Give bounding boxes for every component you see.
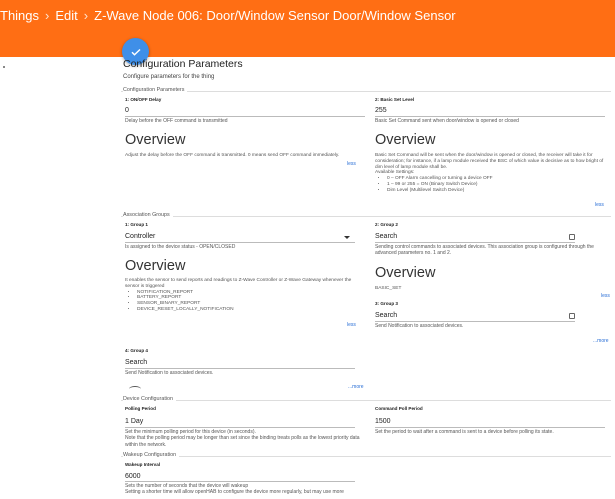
breadcrumb-separator: › [45, 8, 50, 23]
settings-list [387, 176, 605, 193]
param-card-on-off-delay [123, 95, 368, 207]
description-line: Sets the number of seconds that the device will wakeup [125, 483, 249, 489]
section-divider [121, 400, 611, 401]
group-label: 3: Group 3 [375, 301, 398, 306]
overview-paragraph: Basic Set Command will be sent when the door/window is opened or closed, the receiver will take it for consideration; for instance, if a lamp module received the BSC of which value is decisive as to how bright of dim level of lamp module shall be. [375, 153, 604, 170]
input-underline [125, 116, 365, 117]
list-item: • Dim Level (Multilevel Switch Device) [387, 188, 605, 194]
group-description: Sending control commands to associated devices. This association group is configured through the advanced parameters no. 1 and 2. [375, 244, 594, 257]
field-description [125, 483, 370, 496]
group-label: 2: Group 2 [375, 222, 398, 227]
input-underline [375, 321, 575, 322]
group-description: Send Notification to associated devices. [375, 323, 464, 329]
field-description: Set the period to wait after a command is sent to a device before polling its state. [375, 429, 554, 435]
overview-text: Adjust the delay before the OFF command is transmitted. 0 means send OFF command immediately. [125, 153, 340, 158]
overview-heading: Overview [125, 132, 186, 148]
command-poll-period-card [373, 404, 608, 444]
input-underline [125, 368, 355, 369]
loading-spinner-icon [129, 386, 141, 392]
on-off-delay-input[interactable]: 0 [125, 107, 129, 114]
group-card-4 [123, 347, 368, 392]
section-divider [121, 91, 611, 92]
section-title-association: Association Groups [123, 212, 173, 218]
more-link[interactable]: ...more [348, 384, 364, 390]
group-4-search-input[interactable]: Search [125, 359, 148, 366]
breadcrumb [0, 8, 456, 23]
sidebar-marker [3, 66, 5, 68]
input-underline [125, 242, 355, 243]
input-underline [375, 116, 605, 117]
breadcrumb-things[interactable]: Things [0, 8, 40, 23]
list-icon[interactable] [569, 234, 575, 240]
list-item: • BATTERY_REPORT [137, 295, 365, 301]
field-description [125, 429, 365, 448]
group-3-search-input[interactable]: Search [375, 312, 398, 319]
param-card-basic-set-level [373, 95, 608, 210]
param-description: Basic Set Command sent when door/window is opened or closed [375, 118, 519, 124]
group-card-3 [373, 300, 613, 345]
overview-heading: Overview [375, 265, 436, 281]
polling-period-input[interactable]: 1 Day [125, 418, 144, 425]
list-item: • NOTIFICATION_REPORT [137, 290, 365, 296]
page-subtitle: Configure parameters for the thing [123, 74, 215, 80]
section-divider [121, 216, 611, 217]
wakeup-interval-input[interactable]: 6000 [125, 473, 141, 480]
more-link[interactable]: ...more [593, 338, 609, 344]
input-underline [125, 481, 355, 482]
group-card-1 [123, 220, 368, 335]
page-title: Configuration Parameters [123, 58, 243, 70]
list-item: • 0 – OFF Alarm cancelling or turning a device OFF [387, 176, 605, 182]
polling-period-card [123, 404, 368, 448]
overview-text [375, 153, 605, 194]
section-title-wakeup: Wakeup Configuration [123, 452, 179, 458]
report-list [137, 290, 365, 313]
basic-set-level-input[interactable]: 255 [375, 107, 387, 114]
field-label: Wakeup Interval [125, 462, 161, 467]
less-link[interactable]: less [595, 202, 604, 208]
list-item: • DEVICE_RESET_LOCALLY_NOTIFICATION [137, 307, 365, 313]
group-description: Send Notification to associated devices. [125, 370, 214, 376]
breadcrumb-separator: › [83, 8, 89, 23]
group-card-2 [373, 220, 608, 300]
section-title-config: Configuration Parameters [123, 87, 187, 93]
param-label: 2: Basic Set Level [375, 97, 415, 102]
overview-paragraph: It enables the sensor to send reports and readings to Z-Wave Controller or Z-Wave Gateway whenever the sensor is triggered [125, 278, 352, 289]
field-label: Command Poll Period [375, 406, 423, 411]
description-line: Setting a shorter time will allow openHAB to configure the device more regularly, but may use more [125, 489, 344, 496]
param-description: Delay before the OFF command is transmitted [125, 118, 228, 124]
list-item: • 1 – 99 or 255 = ON (Binary Switch Device) [387, 182, 605, 188]
group-label: 4: Group 4 [125, 348, 148, 353]
input-underline [375, 427, 605, 428]
chevron-down-icon[interactable] [344, 236, 350, 239]
param-label: 1: ON/OFF Delay [125, 97, 162, 102]
section-divider [121, 456, 611, 457]
less-link[interactable]: less [601, 293, 610, 299]
list-icon[interactable] [569, 313, 575, 319]
breadcrumb-edit[interactable]: Edit [55, 8, 78, 23]
group-1-select[interactable]: Controller [125, 233, 156, 240]
overview-text: BASIC_SET [375, 286, 402, 291]
section-title-device: Device Configuration [123, 396, 176, 402]
settings-title: Available Settings: [375, 170, 415, 176]
group-label: 1: Group 1 [125, 222, 148, 227]
field-label: Polling Period [125, 406, 156, 411]
description-line: Set the minimum polling period for this device (in seconds). [125, 429, 256, 435]
input-underline [125, 427, 355, 428]
app-header [0, 0, 615, 57]
overview-text [125, 278, 365, 313]
input-underline [375, 242, 575, 243]
overview-heading: Overview [375, 132, 436, 148]
breadcrumb-node: Z-Wave Node 006: Door/Window Sensor Door/Window Sensor [94, 8, 456, 23]
less-link[interactable]: less [347, 161, 356, 167]
group-description: Is assigned to the device status - OPEN/CLOSED [125, 244, 236, 250]
command-poll-period-input[interactable]: 1500 [375, 418, 391, 425]
list-item: • SENSOR_BINARY_REPORT [137, 301, 365, 307]
overview-heading: Overview [125, 258, 186, 274]
wakeup-interval-card [123, 460, 368, 499]
group-2-search-input[interactable]: Search [375, 233, 398, 240]
check-icon [130, 46, 142, 58]
description-line: Note that the polling period may be longer than set since the binding treats polls as the lowest priority data within the network. [125, 435, 360, 448]
less-link[interactable]: less [347, 322, 356, 328]
